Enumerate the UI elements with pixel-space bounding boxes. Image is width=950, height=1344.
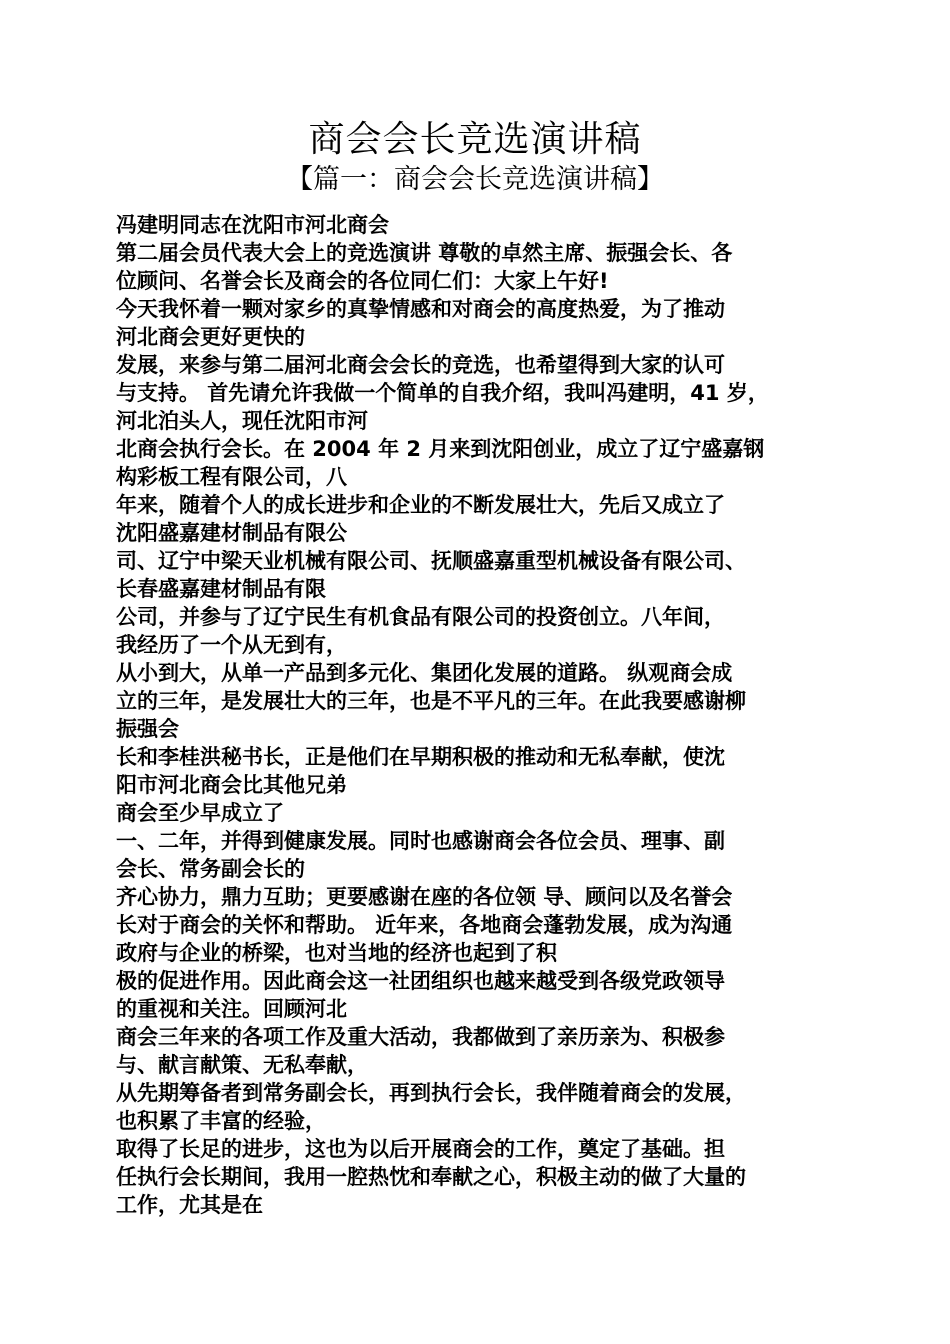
body-line: 发展，来参与第二届河北商会会长的竞选，也希望得到大家的认可 [116,353,725,377]
body-line: 取得了长足的进步，这也为以后开展商会的工作，奠定了基础。担 [116,1137,725,1161]
body-line: 河北泊头人，现任沈阳市河 [116,409,368,433]
body-line: 年来，随着个人的成长进步和企业的不断发展壮大，先后又成立了 [116,493,725,517]
body-line: 位顾问、名誉会长及商会的各位同仁们：大家上午好! [116,269,609,293]
body-line: 商会三年来的各项工作及重大活动，我都做到了亲历亲为、积极参 [116,1025,725,1049]
body-line: 沈阳盛嘉建材制品有限公 [116,521,347,545]
body-line: 长和李桂洪秘书长，正是他们在早期积极的推动和无私奉献，使沈 [116,745,725,769]
body-line: 长春盛嘉建材制品有限 [116,577,326,601]
body-line: 冯建明同志在沈阳市河北商会 [116,213,389,237]
body-line: 的重视和关注。回顾河北 [116,997,347,1021]
body-line: 齐心协力，鼎力互助；更要感谢在座的各位领 导、顾问以及名誉会 [116,885,733,909]
body-line: 振强会 [116,717,179,741]
body-line: 工作，尤其是在 [116,1193,263,1217]
body-line: 与、献言献策、无私奉献， [116,1053,368,1077]
body-line: 一、二年，并得到健康发展。同时也感谢商会各位会员、理事、副 [116,829,725,853]
body-line: 河北商会更好更快的 [116,325,305,349]
body-line: 阳市河北商会比其他兄弟 [116,773,347,797]
body-line: 公司，并参与了辽宁民生有机食品有限公司的投资创立。八年间， [116,605,725,629]
body-line: 任执行会长期间，我用一腔热忱和奉献之心，积极主动的做了大量的 [116,1165,746,1189]
body-line: 立的三年，是发展壮大的三年，也是不平凡的三年。在此我要感谢柳 [116,689,746,713]
body-line: 长对于商会的关怀和帮助。 近年来，各地商会蓬勃发展，成为沟通 [116,913,733,937]
body-line: 北商会执行会长。在 2004 年 2 月来到沈阳创业，成立了辽宁盛嘉钢 [116,437,765,461]
body-line: 我经历了一个从无到有， [116,633,347,657]
body-line: 极的促进作用。因此商会这一社团组织也越来越受到各级党政领导 [116,969,725,993]
body-line: 与支持。 首先请允许我做一个简单的自我介绍，我叫冯建明，41 岁， [116,381,769,405]
document-title: 商会会长竞选演讲稿 [308,119,642,160]
body-line: 商会至少早成立了 [116,801,284,825]
body-line: 从小到大，从单一产品到多元化、集团化发展的道路。 纵观商会成 [116,661,733,685]
body-line: 也积累了丰富的经验， [116,1109,326,1133]
body-line: 会长、常务副会长的 [116,857,305,881]
body-line: 政府与企业的桥梁，也对当地的经济也起到了积 [116,941,557,965]
body-line: 司、辽宁中梁天业机械有限公司、抚顺盛嘉重型机械设备有限公司、 [116,549,746,573]
body-line: 构彩板工程有限公司，八 [116,465,347,489]
body-line: 今天我怀着一颗对家乡的真挚情感和对商会的高度热爱，为了推动 [116,297,725,321]
document-body [116,211,846,1219]
body-line: 第二届会员代表大会上的竞选演讲 尊敬的卓然主席、振强会长、各 [116,241,733,265]
document-subtitle: 【篇一：商会会长竞选演讲稿】 [286,164,664,195]
body-line: 从先期筹备者到常务副会长，再到执行会长，我伴随着商会的发展， [116,1081,746,1105]
